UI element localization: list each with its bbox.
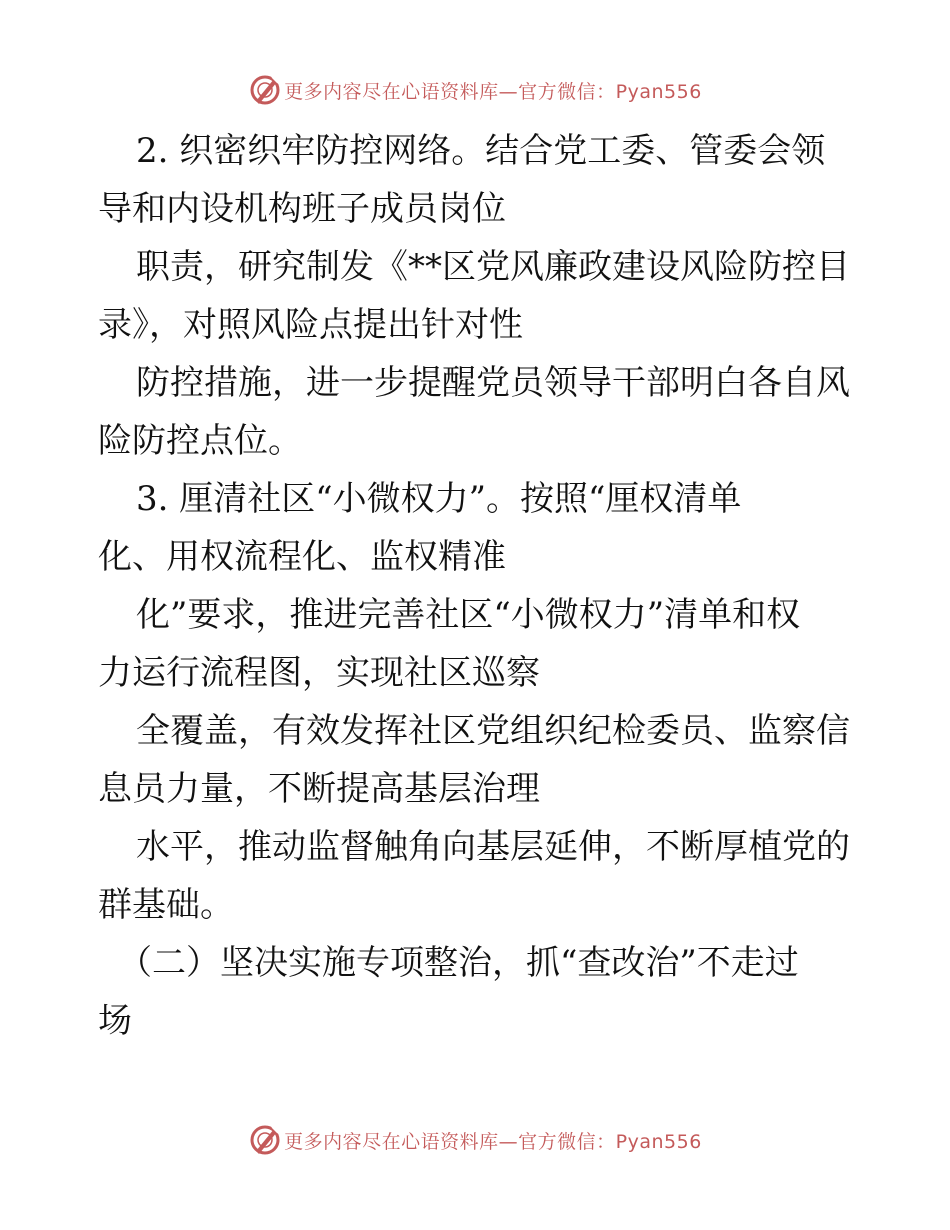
- text-line: 职责，研究制发《**区党风廉政建设风险防控目: [136, 247, 850, 287]
- text-line: 全覆盖，有效发挥社区党组织纪检委员、监察信: [136, 711, 850, 751]
- text-line: 场: [98, 1001, 132, 1041]
- text-line: 导和内设机构班子成员岗位: [98, 189, 506, 229]
- watermark-text: 更多内容尽在心语资料库—官方微信：Pyan556: [284, 1130, 702, 1153]
- text-line: 群基础。: [98, 885, 234, 925]
- pen-logo-icon: [248, 1123, 282, 1157]
- section-heading: （二）坚决实施专项整治，抓“查改治”不走过: [118, 943, 799, 983]
- text-line: 水平，推动监督触角向基层延伸，不断厚植党的: [136, 827, 850, 867]
- text-line: 险防控点位。: [98, 421, 302, 461]
- text-line: 息员力量，不断提高基层治理: [98, 769, 540, 809]
- text-line: 力运行流程图，实现社区巡察: [98, 653, 540, 693]
- text-line: 防控措施，进一步提醒党员领导干部明白各自风: [136, 363, 850, 403]
- text-line: 录》，对照风险点提出针对性: [98, 305, 523, 345]
- text-line: 2. 织密织牢防控网络。结合党工委、管委会领: [136, 131, 826, 171]
- text-line: 化、用权流程化、监权精准: [98, 537, 506, 577]
- text-line: 化”要求，推进完善社区“小微权力”清单和权: [136, 595, 801, 635]
- text-line: 3. 厘清社区“小微权力”。按照“厘权清单: [136, 479, 742, 519]
- watermark-text: 更多内容尽在心语资料库—官方微信：Pyan556: [284, 80, 702, 103]
- pen-logo-icon: [248, 73, 282, 107]
- header-watermark: [0, 70, 950, 110]
- footer-watermark: [0, 1120, 950, 1160]
